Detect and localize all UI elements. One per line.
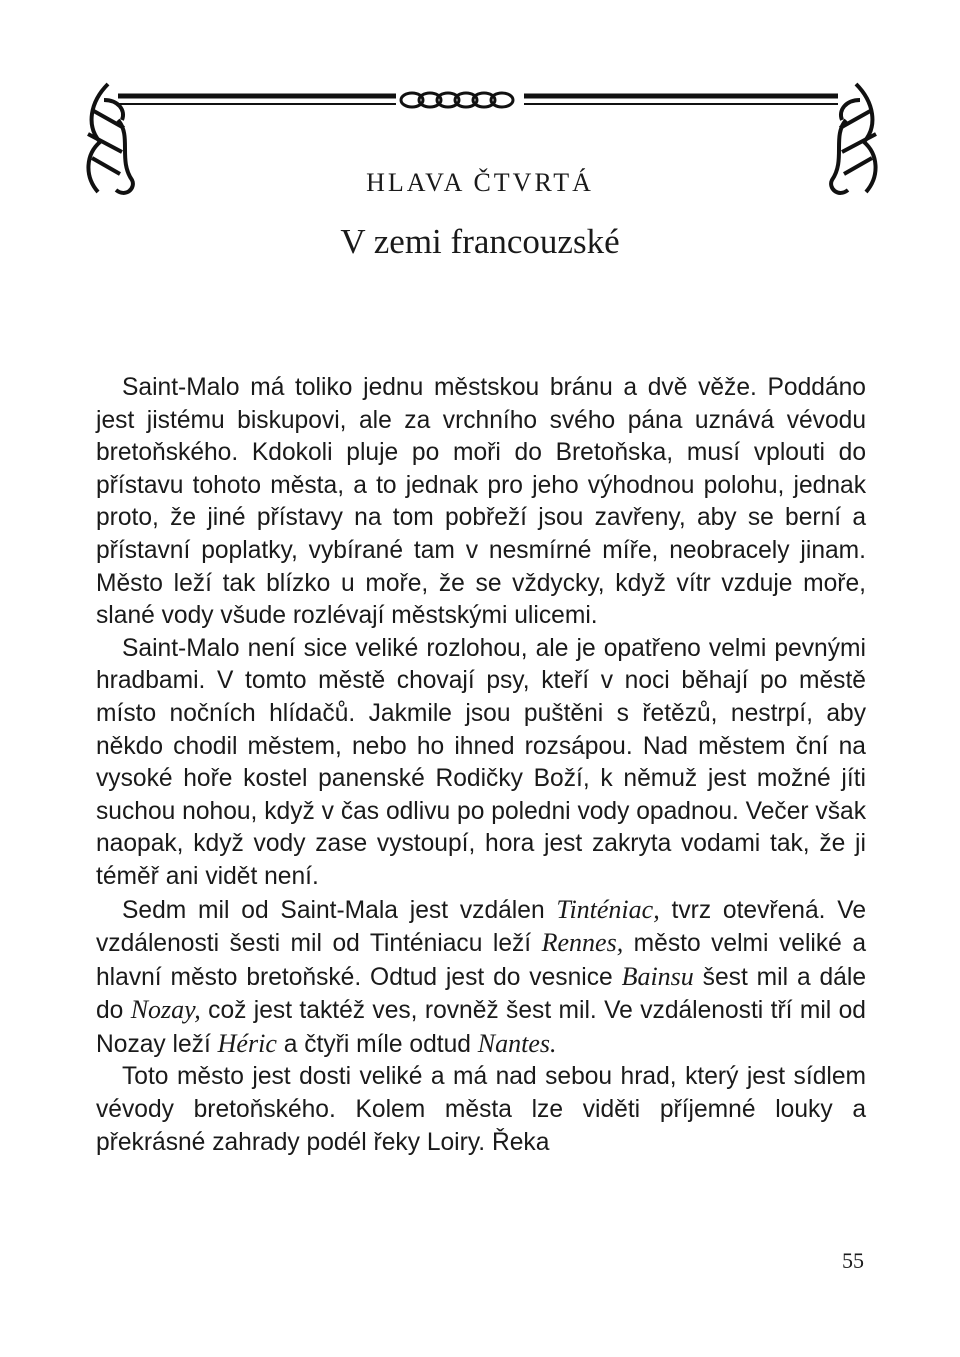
italic-place-name: Nantes. <box>477 1028 557 1058</box>
text-run: a čtyři míle odtud <box>276 1030 478 1058</box>
text-run: město velmi veliké a hlavní město bretoňské. Odtud jest do vesnice <box>96 930 867 991</box>
paragraph <box>96 894 866 1062</box>
paragraph <box>96 633 866 894</box>
text-run: což jest taktéž ves, rovněž šest mil. Ve vzdálenosti tří mil od Nozay leží <box>96 997 866 1058</box>
text-run: Saint-Malo není sice veliké rozlohou, ale je opatřeno velmi pevnými hradbami. V tomto městě chovají psy, kteří v noci běhají po městě místo nočních hlídačů. Jakmile jsou puštěni s řetězů, nestrpí, aby někdo chodil městem, nebo ho ihned rozsápou. Nad městem ční na vysoké hoře kostel panenské Rodičky Boží, k němuž jest možné jíti suchou nohou, když v čas odlivu po poledni vody opadnou. Večer však naopak, když vody zase vystoupí, hora jest zakryta vodami tak, že ji téměř ani vidět není. <box>96 634 866 890</box>
body-text <box>96 372 866 1159</box>
text-run: šest mil a dále do <box>96 963 867 1025</box>
italic-place-name: Bainsu <box>621 961 694 991</box>
italic-place-name: Tinténiac, <box>556 894 660 924</box>
paragraph <box>96 1061 866 1159</box>
italic-place-name: Héric <box>217 1028 277 1058</box>
chapter-title: V zemi francouzské <box>340 222 620 261</box>
paragraph <box>96 372 866 633</box>
italic-place-name: Rennes, <box>541 928 624 958</box>
italic-place-name: Nozay, <box>130 995 201 1025</box>
text-run: Toto město jest dosti veliké a má nad sebou hrad, který jest sídlem vévody bretoňského. Kolem města lze viděti příjemné louky a překrásné zahrady podél řeky Loiry. Řeka <box>96 1063 866 1156</box>
ornament-chain <box>401 93 513 107</box>
text-run: tvrz otevřená. Ve vzdálenosti šesti mil od Tinténiacu leží <box>96 896 866 958</box>
text-run: Sedm mil od Saint-Mala jest vzdálen <box>122 896 557 924</box>
text-run: Saint-Malo má toliko jednu městskou bránu a dvě věže. Poddáno jest jistému biskupovi, ale za vrchního svého pána uznává vévodu bretoňského. Kdokoli pluje po moři do Bretoňska, musí vplouti do přístavu tohoto města, a to jednak pro jeho výhodnou polohu, jednak proto, že jiné přístavy na tom pobřeží jsou zavřeny, aby se berní a přístavní poplatky, vybírané tam v nesmírné míře, neobracely jinam. Město leží tak blízko u moře, že se vždycky, když vítr vzduje moře, slané vody všude rozlévají městskými ulicemi. <box>96 374 866 630</box>
chapter-label: HLAVA ČTVRTÁ <box>366 168 594 197</box>
page-number: 55 <box>842 1248 864 1273</box>
